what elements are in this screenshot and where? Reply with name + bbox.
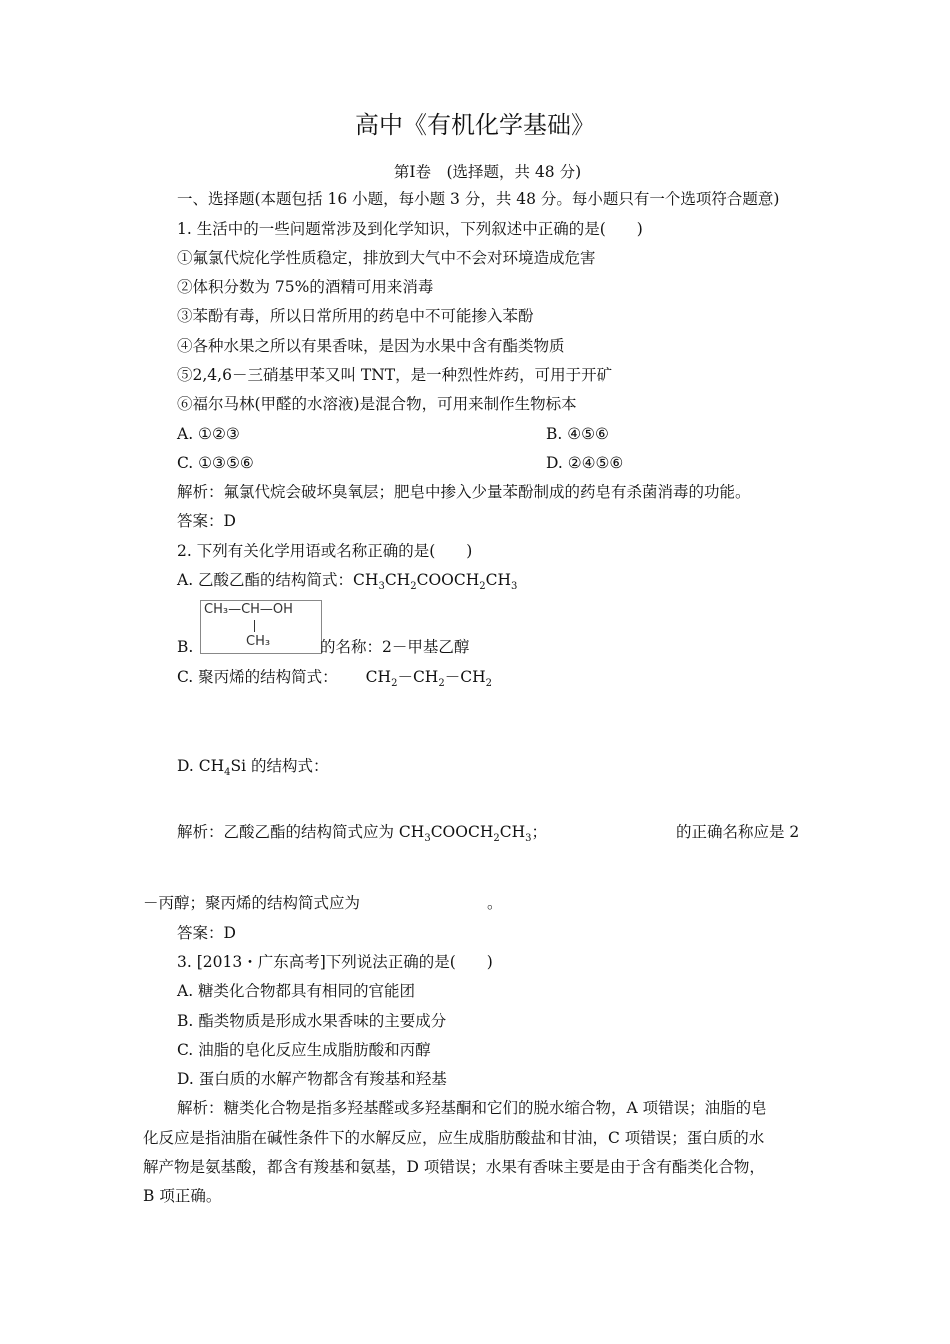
q1-statement-6: ⑥福尔马林(甲醛的水溶液)是混合物，可用来制作生物标本 — [177, 395, 577, 413]
q2-analysis-line2: －丙醇；聚丙烯的结构简式应为 — [143, 894, 361, 912]
q2-analysis-line1-tail: 的正确名称应是 2 — [676, 823, 800, 841]
q2-option-a: A. 乙酸乙酯的结构简式：$CH_3CH_2COOCH_2CH_3$ — [177, 571, 518, 592]
q2-stem: 2. 下列有关化学用语或名称正确的是( ) — [177, 542, 473, 560]
q1-option-d: D. ②④⑤⑥ — [546, 454, 624, 472]
q1-statement-5: ⑤2,4,6－三硝基甲苯又叫 TNT，是一种烈性炸药，可用于开矿 — [177, 366, 613, 384]
q1-option-a: A. ①②③ — [177, 425, 240, 443]
formula-main-chain: CH₃—CH—OH — [204, 602, 293, 617]
q2-answer: 答案：D — [177, 924, 236, 942]
q3-option-c: C. 油脂的皂化反应生成脂肪酸和丙醇 — [177, 1041, 431, 1059]
formula-branch: CH₃ — [246, 634, 271, 649]
q3-option-a: A. 糖类化合物都具有相同的官能团 — [177, 982, 416, 1000]
q3-analysis-line3: 解产物是氨基酸，都含有羧基和氨基，D 项错误；水果有香味主要是由于含有酯类化合物， — [143, 1158, 765, 1176]
q1-statement-3: ③苯酚有毒，所以日常所用的药皂中不可能掺入苯酚 — [177, 307, 534, 325]
q2-option-d: D. $CH_4Si$ 的结构式： — [177, 757, 329, 778]
q1-stem: 1. 生活中的一些问题常涉及到化学知识，下列叙述中正确的是( ) — [177, 220, 643, 238]
q2-analysis-line2-end: 。 — [487, 894, 503, 912]
structural-formula-image — [200, 600, 322, 654]
q1-statement-4: ④各种水果之所以有果香味，是因为水果中含有酯类物质 — [177, 337, 565, 355]
q1-option-c: C. ①③⑤⑥ — [177, 454, 254, 472]
q3-analysis-line2: 化反应是指油脂在碱性条件下的水解反应，应生成脂肪酸盐和甘油，C 项错误；蛋白质的水 — [143, 1129, 765, 1147]
q1-statement-1: ①氟氯代烷化学性质稳定，排放到大气中不会对环境造成危害 — [177, 249, 596, 267]
q2-option-c: C. 聚丙烯的结构简式： $CH_2-CH_2-CH_2$ — [177, 668, 492, 689]
document-title: 高中《有机化学基础》 — [355, 111, 595, 139]
q3-stem: 3. [2013・广东高考]下列说法正确的是( ) — [177, 953, 493, 971]
section-heading: 第Ⅰ卷 (选择题，共 48 分) — [393, 163, 582, 181]
q3-analysis-line1: 解析：糖类化合物是指多羟基醛或多羟基酮和它们的脱水缩合物，A 项错误；油脂的皂 — [177, 1099, 767, 1117]
q2-analysis-line1: 解析：乙酸乙酯的结构简式应为 $CH_3COOCH_2CH_3$； — [177, 823, 547, 844]
formula-bond — [254, 620, 255, 632]
q2-option-b-text: 的名称：2－甲基乙醇 — [320, 638, 470, 656]
q3-option-d: D. 蛋白质的水解产物都含有羧基和羟基 — [177, 1070, 447, 1088]
q1-option-b: B. ④⑤⑥ — [546, 425, 609, 443]
q2-option-b-label: B. — [177, 638, 194, 656]
part-instructions: 一、选择题(本题包括 16 小题，每小题 3 分，共 48 分。每小题只有一个选项符合题意) — [177, 190, 780, 208]
q3-option-b: B. 酯类物质是形成水果香味的主要成分 — [177, 1012, 447, 1030]
q1-analysis: 解析：氟氯代烷会破坏臭氧层；肥皂中掺入少量苯酚制成的药皂有杀菌消毒的功能。 — [177, 483, 751, 501]
q3-analysis-line4: B 项正确。 — [143, 1187, 222, 1205]
q1-answer: 答案：D — [177, 512, 236, 530]
q1-statement-2: ②体积分数为 75%的酒精可用来消毒 — [177, 278, 434, 296]
